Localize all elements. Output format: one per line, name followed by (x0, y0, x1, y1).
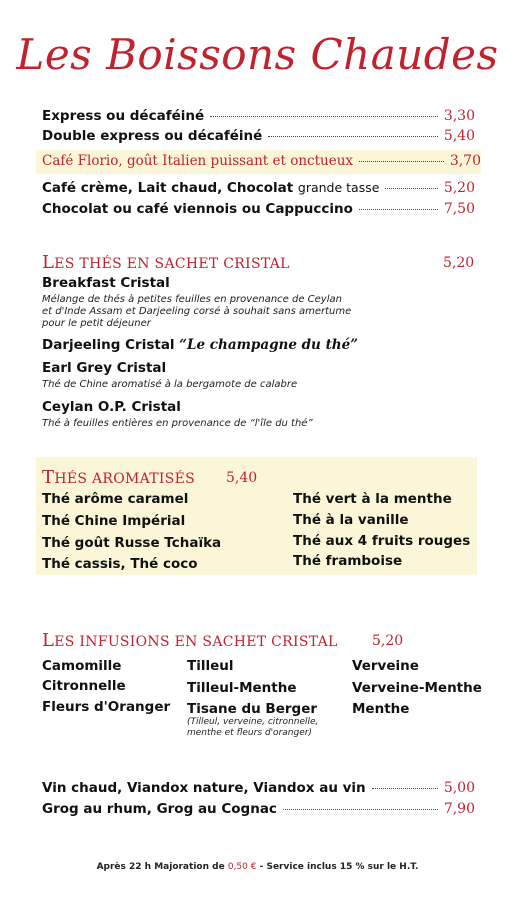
menu-item-express (42, 108, 475, 128)
menu-item-vin-chaud (42, 780, 475, 800)
item-price: 7,90 (443, 801, 475, 817)
tea-earlgrey-desc: Thé de Chine aromatisé à la bergamote de calabre (42, 379, 298, 390)
item-name: Express ou décaféiné (42, 108, 205, 124)
arom-item: Thé aux 4 fruits rouges (293, 533, 471, 549)
item-price: 3,70 (449, 153, 481, 169)
item-price: 7,50 (443, 201, 475, 217)
dot-leader (268, 136, 438, 137)
arom-item: Thé cassis, Thé coco (42, 556, 198, 572)
menu-item-double-express (42, 128, 475, 148)
section-title-thes: LES THÉS EN SACHET CRISTAL (42, 252, 290, 273)
item-price: 5,00 (443, 780, 475, 796)
menu-item-grog (42, 801, 475, 821)
item-name: Vin chaud, Viandox nature, Viandox au vin (42, 780, 366, 796)
tea-ceylan-name: Ceylan O.P. Cristal (42, 399, 181, 415)
item-size-note: grande tasse (297, 180, 380, 195)
infusion-note: (Tilleul, verveine, citronnelle, menthe et fleurs d'oranger) (187, 717, 319, 738)
section-price-infusions: 5,20 (372, 633, 404, 649)
arom-item: Thé Chine Impérial (42, 513, 186, 529)
footer-note: Après 22 h Majoration de 0,50 € - Service inclus 15 % sur le H.T. (96, 862, 419, 872)
infusion-item: Verveine (352, 658, 419, 674)
infusion-item: Tilleul (187, 658, 234, 674)
dot-leader (372, 788, 438, 789)
arom-item: Thé vert à la menthe (293, 491, 452, 507)
infusion-item: Menthe (352, 701, 410, 717)
tea-darjeeling-tagline: “Le champagne du thé” (179, 337, 358, 353)
infusion-item: Fleurs d'Oranger (42, 699, 171, 715)
section-price-aromatises: 5,40 (226, 470, 258, 486)
item-price: 5,40 (443, 128, 475, 144)
infusion-item: Tilleul-Menthe (187, 680, 297, 696)
arom-item: Thé à la vanille (293, 512, 409, 528)
tea-breakfast-name: Breakfast Cristal (42, 275, 170, 291)
item-name: Café Florio, goût Italien puissant et onctueux (42, 153, 354, 169)
dot-leader (359, 161, 444, 162)
item-price: 5,20 (443, 180, 475, 196)
tea-ceylan-desc: Thé à feuilles entières en provenance de “l'île du thé” (42, 418, 313, 429)
menu-item-chocolat-viennois (42, 201, 475, 221)
infusion-item: Citronnelle (42, 678, 126, 694)
infusion-item: Verveine-Menthe (352, 680, 482, 696)
arom-item: Thé goût Russe Tchaïka (42, 535, 222, 551)
arom-item: Thé framboise (293, 553, 403, 569)
dot-leader (385, 188, 437, 189)
dot-leader (359, 209, 438, 210)
tea-darjeeling: Darjeeling Cristal “Le champagne du thé” (42, 337, 358, 353)
menu-title: Les Boissons Chaudes (16, 30, 499, 79)
tea-breakfast-desc: Mélange de thés à petites feuilles en provenance de Ceylan et d'Inde Assam et Darjeeling corsé à souhait sans amertume pour le petit déjeuner (42, 294, 352, 329)
dot-leader (283, 809, 438, 810)
menu-item-cafe-creme (42, 180, 475, 200)
item-price: 3,30 (443, 108, 475, 124)
section-price-thes: 5,20 (443, 255, 475, 271)
section-title-aromatises: THÉS AROMATISÉS (42, 467, 196, 488)
tea-earlgrey-name: Earl Grey Cristal (42, 360, 167, 376)
item-name: Chocolat ou café viennois ou Cappuccino (42, 201, 353, 217)
dot-leader (210, 116, 438, 117)
item-name: Grog au rhum, Grog au Cognac (42, 801, 277, 817)
footer-surcharge: 0,50 € (227, 862, 257, 872)
item-name: Café crème, Lait chaud, Chocolat grande tasse (42, 180, 380, 196)
infusion-item: Camomille (42, 658, 122, 674)
section-title-infusions: LES INFUSIONS EN SACHET CRISTAL (42, 630, 338, 651)
item-name: Double express ou décaféiné (42, 128, 263, 144)
arom-item: Thé arôme caramel (42, 491, 189, 507)
infusion-item: Tisane du Berger (187, 701, 318, 717)
menu-item-cafe-florio (36, 150, 481, 174)
